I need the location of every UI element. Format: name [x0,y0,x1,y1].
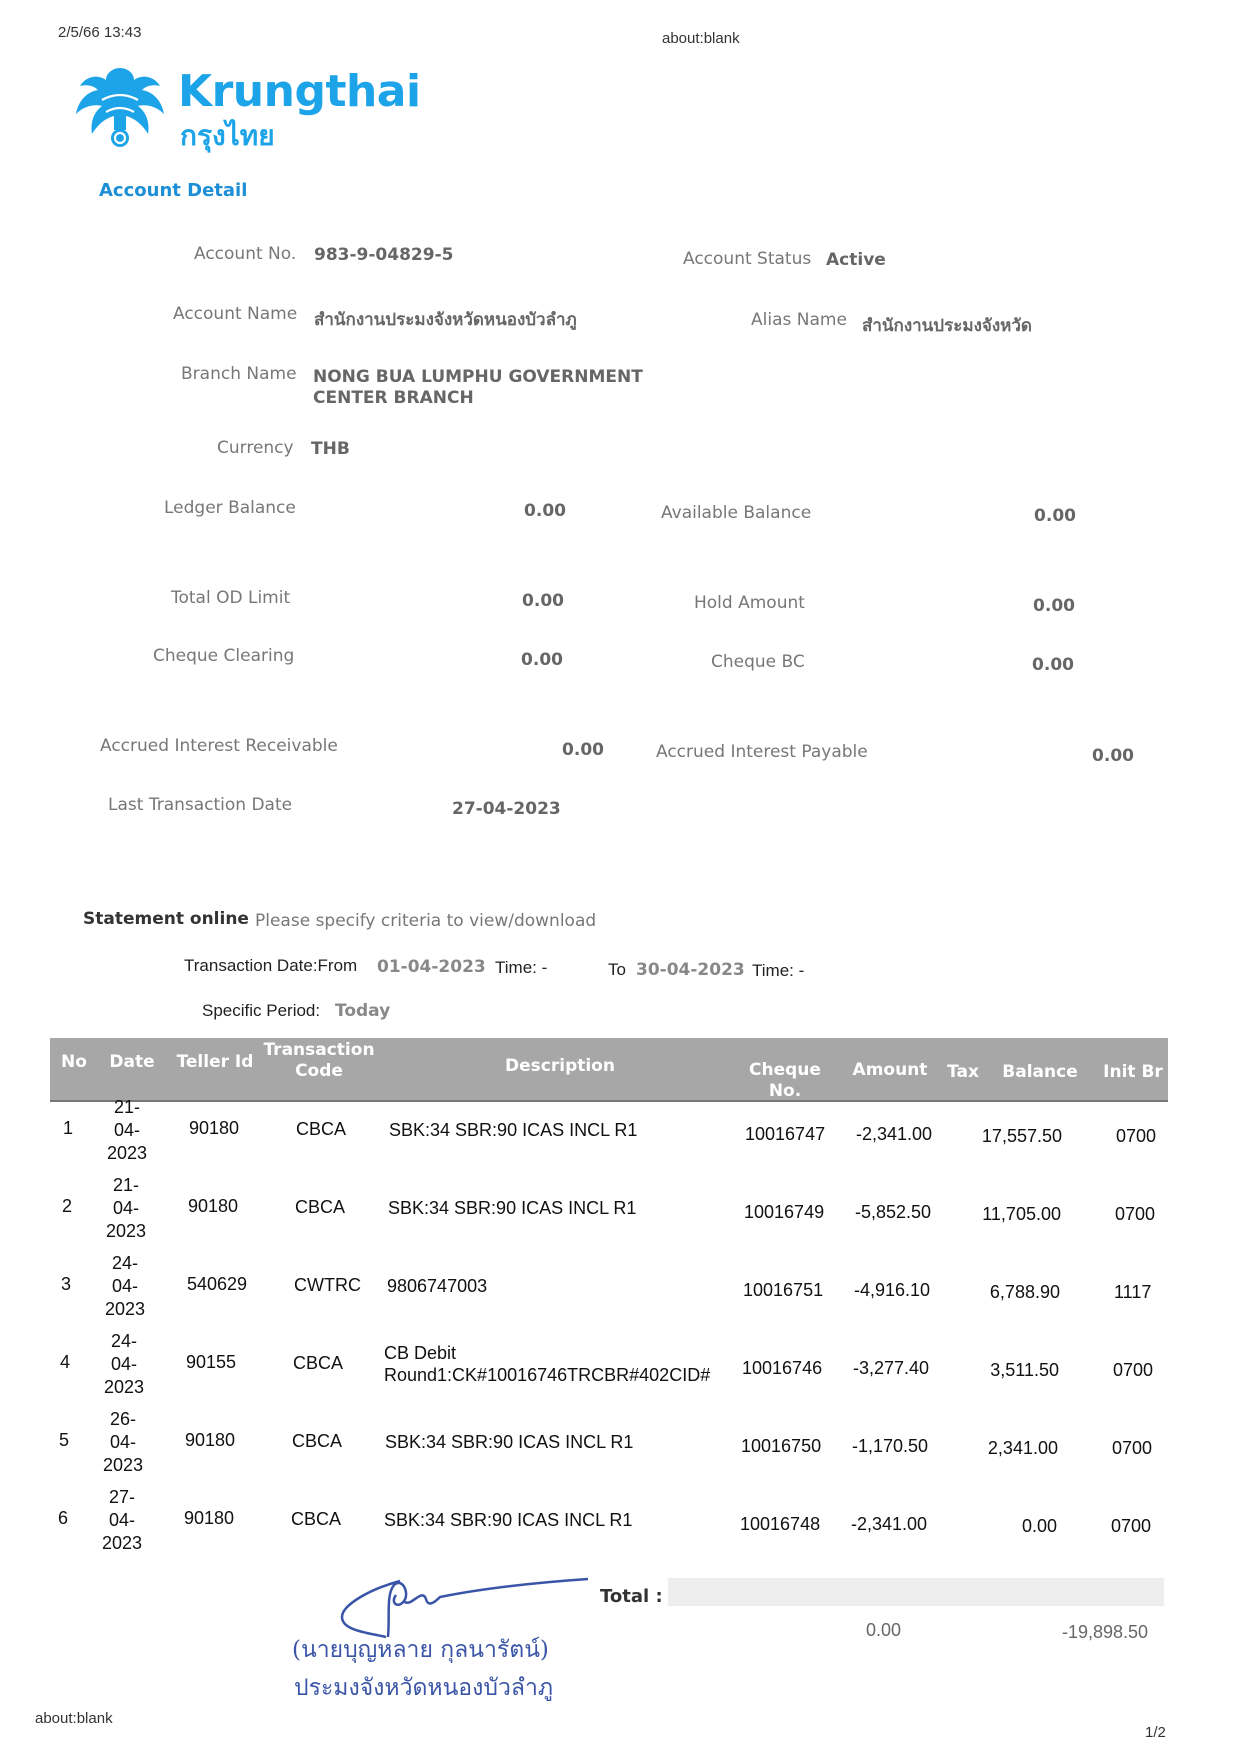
row-balance: 0.00 [1021,1516,1057,1536]
row-description: SBK:34 SBR:90 ICAS INCL R1 [388,1198,637,1218]
row-description-line2: Round1:CK#10016746TRCBR#402CID# [384,1365,711,1385]
hold-amount-label: Hold Amount [694,593,805,613]
row-balance: 6,788.90 [989,1282,1060,1302]
row-amount: -2,341.00 [856,1124,933,1144]
account-name-label: Account Name [173,304,298,324]
page-number: 1/2 [1145,1724,1166,1741]
row-teller-id: 90180 [188,1196,239,1216]
row-date-part: 27- [108,1487,135,1507]
hold-amount-value: 0.00 [1033,596,1075,616]
row-transaction-code: CBCA [291,1509,342,1529]
row-transaction-code: CBCA [295,1197,346,1217]
col-transaction-code-line2: Code [295,1061,343,1081]
row-description: SBK:34 SBR:90 ICAS INCL R1 [384,1510,633,1530]
row-date-part: 04- [108,1510,135,1530]
total-label: Total : [600,1586,663,1607]
col-amount: Amount [852,1060,928,1080]
row-cheque-no: 10016748 [740,1514,821,1534]
col-no: No [61,1052,87,1072]
row-amount: -1,170.50 [852,1436,929,1456]
row-date [90,1252,160,1321]
row-no: 6 [58,1508,69,1528]
row-amount: -3,277.40 [853,1358,930,1378]
accrued-interest-payable-value: 0.00 [1092,746,1134,766]
row-date [87,1486,157,1555]
col-date: Date [109,1052,155,1072]
row-cheque-no: 10016746 [742,1358,823,1378]
row-date-part: 24- [110,1331,137,1351]
account-no-label: Account No. [194,244,297,264]
from-date[interactable]: 01-04-2023 [377,957,486,977]
row-init-br: 1117 [1114,1282,1152,1302]
period-value[interactable]: Today [335,1001,391,1021]
last-transaction-date-label: Last Transaction Date [108,795,293,815]
row-description: CB Debit [384,1343,457,1363]
row-balance: 3,511.50 [990,1360,1059,1380]
row-description: SBK:34 SBR:90 ICAS INCL R1 [385,1432,634,1452]
row-date-part: 04- [112,1198,139,1218]
currency-label: Currency [217,438,294,458]
row-date-part: 24- [111,1253,138,1273]
row-transaction-code: CBCA [296,1119,347,1139]
row-date [91,1174,161,1243]
row-date [88,1408,158,1477]
row-transaction-code: CBCA [293,1353,344,1373]
row-date-part: 2023 [105,1221,147,1241]
row-cheque-no: 10016751 [743,1280,824,1300]
from-time[interactable]: Time: - [495,958,548,977]
row-date-part: 2023 [102,1455,144,1475]
row-no: 2 [62,1196,73,1216]
branch-name-label: Branch Name [181,364,297,384]
row-date-part: 04- [113,1120,140,1140]
row-init-br: 0700 [1116,1126,1157,1146]
row-date-part: 04- [110,1354,137,1374]
col-balance: Balance [1002,1062,1078,1082]
row-teller-id: 540629 [187,1274,248,1294]
accrued-interest-payable-label: Accrued Interest Payable [656,742,868,762]
cheque-clearing-label: Cheque Clearing [153,646,295,666]
row-init-br: 0700 [1111,1516,1152,1536]
row-no: 3 [61,1274,72,1294]
print-datetime: 2/5/66 13:43 [58,24,142,41]
row-transaction-code: CBCA [292,1431,343,1451]
row-init-br: 0700 [1112,1438,1153,1458]
col-description: Description [505,1056,615,1076]
print-url-header: about:blank [662,30,740,47]
row-date-part: 04- [111,1276,138,1296]
statement-subtitle: Please specify criteria to view/download [255,911,597,931]
alias-name-value: สำนักงานประมงจังหวัด [862,316,1032,336]
table-header [50,1038,1168,1102]
row-date-part: 21- [112,1175,139,1195]
total-bar [668,1578,1164,1606]
row-date-part: 2023 [101,1533,143,1553]
branch-name-line1: NONG BUA LUMPHU GOVERNMENT [313,367,643,387]
row-transaction-code: CWTRC [294,1275,361,1295]
row-amount: -5,852.50 [855,1202,932,1222]
alias-name-label: Alias Name [751,310,847,330]
row-description: SBK:34 SBR:90 ICAS INCL R1 [389,1120,638,1140]
row-date [89,1330,159,1399]
row-amount: -4,916.10 [854,1280,931,1300]
row-balance: 11,705.00 [982,1204,1061,1224]
total-od-limit-label: Total OD Limit [171,588,291,608]
row-balance: 17,557.50 [981,1126,1062,1146]
col-init-br: Init Br [1103,1062,1163,1082]
row-date-part: 2023 [106,1143,148,1163]
row-cheque-no: 10016747 [745,1124,826,1144]
brand-name-th: กรุงไทย [180,119,275,152]
row-date-part: 26- [109,1409,136,1429]
signer-name: (นายบุญหลาย กุลนารัตน์) [292,1637,549,1663]
signer-title: ประมงจังหวัดหนองบัวลำภู [294,1675,554,1701]
row-teller-id: 90180 [184,1508,235,1528]
statement-title: Statement online [83,909,249,929]
row-cheque-no: 10016750 [741,1436,822,1456]
row-date [92,1096,162,1165]
row-no: 4 [60,1352,71,1372]
to-date[interactable]: 30-04-2023 [636,960,745,980]
col-tax: Tax [947,1062,979,1082]
col-transaction-code-line1: Transaction [263,1040,375,1060]
row-init-br: 0700 [1115,1204,1156,1224]
from-label: Transaction Date:From [184,956,358,975]
cheque-clearing-value: 0.00 [521,650,563,670]
total-tax: 0.00 [866,1620,902,1640]
cheque-bc-label: Cheque BC [711,652,805,672]
to-time[interactable]: Time: - [752,961,805,980]
row-date-part: 2023 [104,1299,146,1319]
row-description: 9806747003 [387,1276,488,1296]
row-amount: -2,341.00 [851,1514,928,1534]
account-status-label: Account Status [683,249,812,269]
total-od-limit-value: 0.00 [522,591,564,611]
row-date-part: 04- [109,1432,136,1452]
row-date-part: 21- [113,1097,140,1117]
branch-name-line2: CENTER BRANCH [313,388,474,408]
to-label: To [608,960,626,979]
col-cheque-no: Cheque No. [749,1060,821,1101]
ledger-balance-value: 0.00 [524,501,566,521]
col-transaction-code [262,1040,376,1082]
account-status-value: Active [826,250,886,270]
account-no-value: 983-9-04829-5 [314,245,454,265]
row-teller-id: 90180 [189,1118,240,1138]
brand-name-en: Krungthai [178,66,421,117]
currency-value: THB [311,439,350,459]
krungthai-logo-icon [72,60,168,156]
ledger-balance-label: Ledger Balance [164,498,296,518]
cheque-bc-value: 0.00 [1032,655,1074,675]
last-transaction-date-value: 27-04-2023 [452,799,561,819]
row-balance: 2,341.00 [987,1438,1058,1458]
accrued-interest-receivable-value: 0.00 [562,740,604,760]
total-amount: -19,898.50 [1062,1622,1149,1642]
row-no: 1 [63,1118,74,1138]
row-teller-id: 90180 [185,1430,236,1450]
available-balance-value: 0.00 [1034,506,1076,526]
row-date-part: 2023 [103,1377,145,1397]
row-cheque-no: 10016749 [744,1202,825,1222]
col-teller-id: Teller Id [176,1052,254,1072]
row-no: 5 [59,1430,70,1450]
row-init-br: 0700 [1113,1360,1154,1380]
print-url-footer: about:blank [35,1710,113,1727]
available-balance-label: Available Balance [661,503,812,523]
accrued-interest-receivable-label: Accrued Interest Receivable [100,736,338,756]
account-name-value: สำนักงานประมงจังหวัดหนองบัวลำภู [314,310,577,330]
account-detail-title: Account Detail [99,180,248,201]
row-teller-id: 90155 [186,1352,237,1372]
period-label: Specific Period: [202,1001,321,1020]
